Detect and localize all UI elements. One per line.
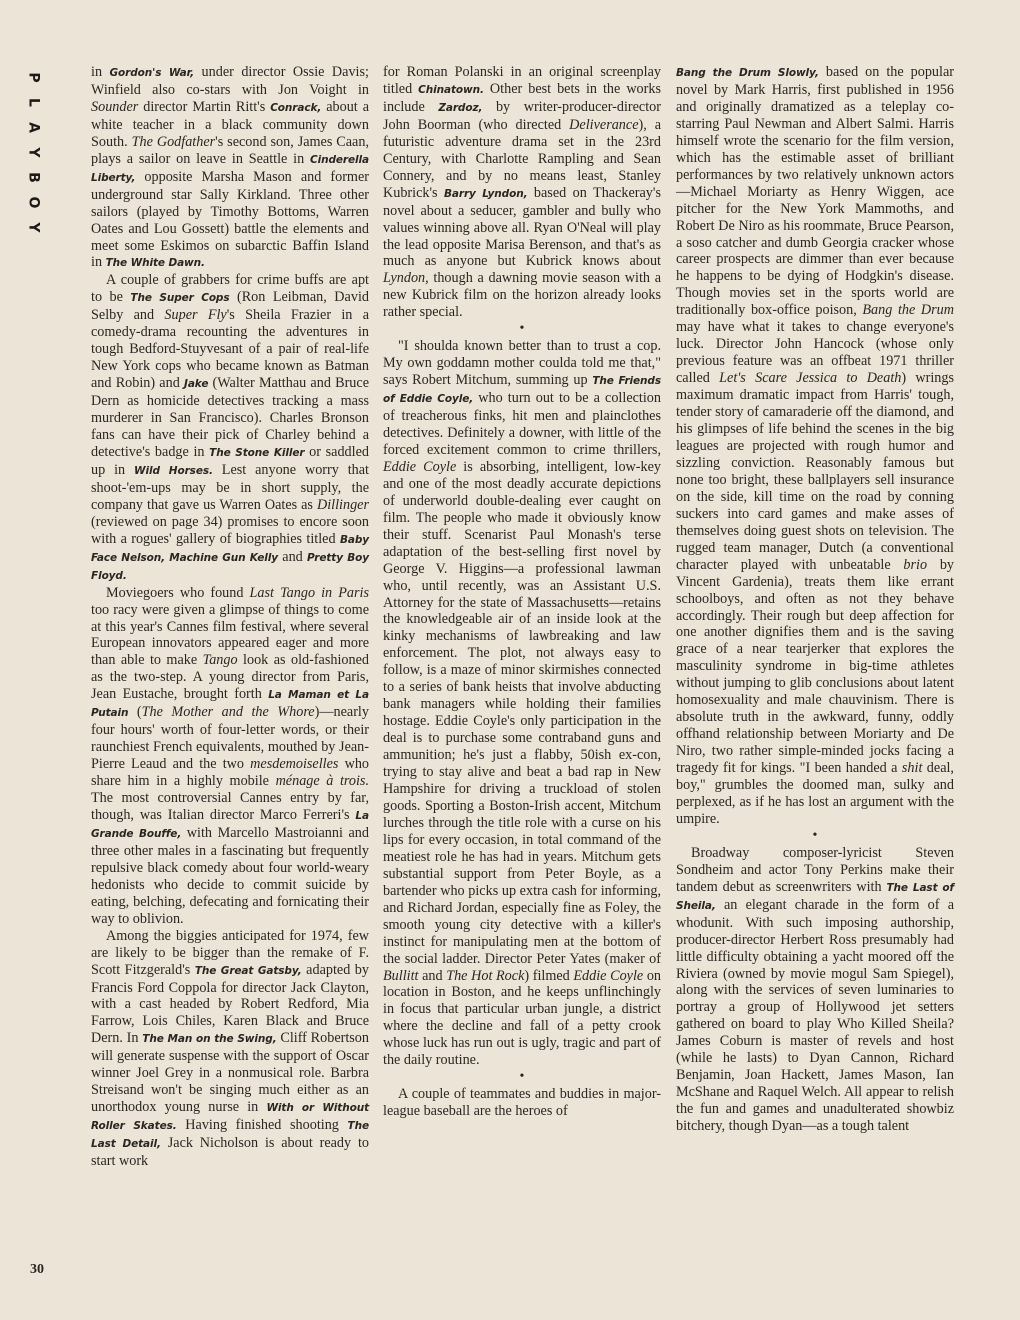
body-text: 's Sheila Frazier in a comedy-drama recounting the adventures in tough Bedford-Stuyvesant of a pair of real-life New York cops who became known as Batman and Robin) and [91, 307, 369, 392]
article-column-2 [383, 64, 661, 1120]
film-title: The Friends of Eddie Coyle, [383, 375, 661, 406]
paragraph [383, 64, 661, 321]
body-text: is absorbing, intelligent, low-key and one of the most deadly accurate depictions of underworld double-dealing ever caught on film. The people who made it obviously know their stuff. Scenarist Paul Monash's terse adaptation of the best-selling first novel by George V. Higgins—a professional lawman who, until recently, was an Assistant U.S. Attorney for the state of Massachusetts—retains the knowledgeable air of an inside look at the kinky mechanisms of lawbreaking and law enforcement. The plot, not always easy to follow, is a maze of minor skirmishes connected to a series of bank heists that involve abducting bank managers while holding their families hostage. Eddie Coyle's only participation in the deal is to purchase some contraband guns and ammunition; he's just a flabby, 50ish ex-con, trying to stay alive and beat a bad rap in New Hampshire for driving a truckload of stolen goods. Sporting a Boston-Irish accent, Mitchum lurches through the title role with a curse on his lips for every occasion, in total command of the meatiest role he has had in years. Mitchum gets substantial support from Peter Boyle, as a bartender who picks up extra cash for informing, and Richard Jordan, especially fine as Foley, the smooth young city detective with a killer's instinct for manipulating men at the bottom of the social ladder. Director Peter Yates (maker of [383, 458, 662, 967]
film-title: Jake [184, 378, 209, 391]
body-text: Other best bets in the works include [383, 80, 661, 115]
body-text: by Vincent Gardenia), treats them like errant schoolboys, and often as not they behave accordingly. Their rough but deep affection for one another dignifies them and is the saving grace of a near tearjerker that explores the masculinity syndrome in big-time athletes without jumping to glib conclusions about latent homosexuality and male chauvinism. There is absolute truth in the awkward, funny, oddly offhand relationship between Moriarty and De Niro, two rather simple-minded jocks facing a tragedy fit for kings. "I been handed a [676, 556, 955, 777]
body-text: under director Ossie Davis; Winfield also co-stars with Jon Voight in [91, 64, 369, 98]
body-text: too racy were given a glimpse of things to come at this year's Cannes film festival, where several European innovators appeared eager and more than able to make [91, 601, 369, 669]
italic-text: Let's Scare Jessica to Death [719, 370, 902, 387]
italic-text: Deliverance [569, 116, 639, 133]
italic-text: brio [903, 556, 928, 573]
film-title: Gordon's War, [109, 67, 195, 79]
body-text: Among the biggies anticipated for 1974, few are likely to be bigger than the remake of F. Scott Fitzgerald's [91, 927, 369, 978]
body-text: and [278, 548, 308, 565]
paragraph [91, 272, 369, 584]
running-head-letter: O [25, 196, 42, 209]
film-title: Pretty Boy Floyd. [91, 551, 369, 582]
paragraph [676, 845, 954, 1135]
body-text: A couple of teammates and buddies in major-league baseball are the heroes of [383, 1086, 661, 1120]
italic-text: Bang the Drum [862, 302, 954, 319]
body-text: an elegant charade in the form of a whodunit. With such imposing authorship, producer-director Herbert Ross presumably had little difficulty obtaining a yacht moored off the Riviera (owned by movie mogul Sam Spiegel), along with the services of seven luminaries to portray a group of Hollywood jet setters gathered on board to play Who Killed Sheila? James Coburn is master of revels and host (while he lasts) to Dyan Cannon, Richard Benjamin, Joan Hackett, James Mason, Ian McShane and Raquel Welch. All appear to relish the fun and games and unadulterated showbiz bitchery, though Dyan—as a tough talent [676, 896, 954, 1135]
body-text: A couple of grabbers for crime buffs are apt to be [91, 272, 369, 306]
body-text: in [91, 64, 110, 80]
article-column-3 [676, 64, 954, 1135]
magazine-running-head [18, 65, 48, 240]
film-title: Baby Face Nelson, Machine Gun Kelly [91, 533, 369, 564]
body-text: ) wrings maximum dramatic impact from Harris' tough, tender story of camaraderie off the diamond, and his glimpses of life behind the scenes in the big leagues are projected with rough humor and sizzling conviction. Reasonably famous but none too bright, these ballplayers sell insurance on the side, kill time on the road by conning suckers into card games and make asses of themselves doing guest shots on television. The rugged team manager, Dutch (a conventional character played with unbeatable [676, 370, 954, 573]
body-text: (Ron Leibman, David Selby and [91, 289, 369, 324]
italic-text: Eddie Coyle [573, 967, 644, 984]
italic-text: Dillinger [316, 496, 369, 513]
paragraph [676, 64, 954, 828]
italic-text: Bullitt [383, 967, 419, 984]
body-text: Jack Nicholson is about ready to start work [91, 1135, 369, 1170]
body-text: by writer-producer-director John Boorman (who directed [383, 98, 661, 133]
film-title: Wild Horses. [134, 464, 213, 477]
film-title: Chinatown. [418, 83, 484, 96]
film-title: La Maman et La Putain [91, 689, 369, 720]
body-text: adapted by Francis Ford Coppola for director Jack Clayton, with a cast headed by Robert Redford, Mia Farrow, Lois Chiles, Karen Black and Bruce Dern. In [91, 961, 369, 1047]
italic-text: Tango [202, 652, 238, 669]
body-text: "I shoulda known better than to trust a cop. My own goddamn mother coulda told me that," says Robert Mitchum, summing up [383, 338, 661, 389]
body-text: and [418, 967, 447, 984]
film-title: The Stone Killer [209, 446, 305, 459]
body-text: for Roman Polanski in an original screenplay titled [383, 64, 661, 97]
body-text: about a white teacher in a black community down South. [91, 98, 369, 150]
body-text: who turn out to be a collection of treacherous finks, hit men and plainclothes detectives. Definitely a downer, with little of the forced excitement common to crime thrillers, [383, 390, 661, 458]
body-text: Moviegoers who found [106, 584, 250, 601]
film-title: Conrack, [270, 101, 322, 114]
section-separator: • [519, 321, 525, 337]
running-head-letter: L [25, 98, 42, 107]
body-text: ), a futuristic adventure drama set in the 23rd Century, with Charlotte Rampling and Sean Connery, and by no means least, Stanley Kubrick's [383, 116, 661, 201]
running-head-letter: B [25, 172, 42, 183]
italic-text: Sounder [91, 98, 139, 115]
body-text: Having finished shooting [176, 1117, 348, 1134]
section-separator: • [519, 1069, 525, 1085]
paragraph [383, 338, 661, 1069]
body-text: (reviewed on page 34) promises to encore soon with a rogues' gallery of biographies titled [91, 513, 369, 547]
body-text: or saddled up in [91, 443, 369, 478]
running-head-letter: P [25, 72, 42, 83]
paragraph [91, 585, 369, 928]
body-text: deal, boy," grumbles the doomed man, sulky and perplexed, as if he has lost an argument with the umpire. [676, 760, 954, 827]
body-text: though a dawning movie season with a new Kubrick film on the horizon already looks rather special. [383, 270, 661, 321]
section-separator: • [812, 827, 818, 843]
running-head-letter: Y [25, 222, 42, 233]
italic-text: The Godfather [131, 133, 216, 150]
body-text: ) filmed [524, 967, 574, 984]
film-title: The Last Detail, [91, 1120, 369, 1151]
italic-text: Last Tango in Paris [249, 584, 369, 601]
film-title: The Super Cops [130, 292, 230, 305]
film-title: The White Dawn. [105, 257, 205, 270]
body-text: 's second son, James Caan, plays a sailor on leave in Seattle in [91, 133, 369, 167]
italic-text: Eddie Coyle [383, 458, 457, 475]
italic-text: Super Fly [164, 307, 227, 324]
italic-text: shit [901, 760, 923, 777]
body-text: based on Thackeray's novel about a seducer, gambler and bully who values winning above all. Ryan O'Neal will play the lead opposite Marisa Berenson, and that's as much as anyone but Kubrick knows about [383, 184, 661, 270]
body-text: (Walter Matthau and Bruce Dern as homicide detectives tracking a mass murderer in San Francisco). Charles Bronson fans can have their pick of Charley behind a detective's badge in [91, 375, 369, 460]
body-text: ( [128, 704, 142, 721]
italic-text: mesdemoiselles [250, 756, 339, 773]
body-text: on location in Boston, and he keeps unflinchingly in focus that particular urban jungle, a district where the decline and fall of a petty crook whose luck has run out is ugly, tragic and part of the daily routine. [383, 967, 662, 1069]
running-head-letter: A [25, 122, 42, 133]
body-text: based on the popular novel by Mark Harris, first published in 1956 and originally dramatized as a teleplay co-starring Paul Newman and Albert Salmi. Harris himself wrote the scenario for the film version, which has the estimable asset of brilliant performances by two relatively unknown actors—Michael Moriarty as Henry Wiggen, ace pitcher for the New York Mammoths, and Robert De Niro as his roommate, Bruce Pearson, a soso catcher and dumb Georgia cracker whose career prospects are dimmer than ever because he happens to be dying of Hodgkin's disease. Though movies set in the sports world are traditionally box-office poison, [676, 64, 954, 319]
article-column-1 [91, 64, 369, 1170]
film-title: Zardoz, [438, 101, 483, 114]
body-text: may have what it takes to change everyone's luck. Director John Hancock (whose only previous feature was an offbeat 1971 thriller called [676, 319, 954, 387]
running-head-letter: Y [25, 147, 42, 158]
page-number: 30 [30, 1262, 44, 1277]
italic-text: The Mother and the Whore [141, 704, 315, 721]
body-text: )—nearly four hours' worth of four-letter words, or their raunchiest French equivalents, mouthed by Jean-Pierre Leaud and the two [91, 704, 369, 773]
paragraph [383, 1086, 661, 1120]
body-text: director Martin Ritt's [138, 98, 271, 115]
film-title: Bang the Drum Slowly, [676, 67, 819, 79]
body-text: Lest anyone worry that shoot-'em-ups may be in short supply, the company that gave us Warren Oates as [91, 461, 369, 513]
paragraph [91, 64, 369, 272]
paragraph [91, 928, 369, 1170]
italic-text: Lyndon, [383, 270, 429, 287]
film-title: The Man on the Swing, [142, 1033, 277, 1046]
body-text: opposite Marsha Mason and former underground star Sally Kirkland. Three other sailors (played by Timothy Bottoms, Warren Oates and Lou Gossett) battle the elements and meet some Eskimos on subarctic Baffin Island in [91, 168, 369, 271]
film-title: The Last of Sheila, [676, 881, 954, 912]
italic-text: The Hot Rock [446, 967, 525, 984]
film-title: With or Without Roller Skates. [91, 1102, 369, 1133]
body-text: who share him in a highly mobile [91, 756, 370, 790]
italic-text: ménage à trois. [275, 773, 370, 790]
film-title: Barry Lyndon, [444, 187, 528, 200]
body-text: The most controversial Cannes entry by far, though, was Italian director Marco Ferreri's [91, 790, 369, 823]
film-title: The Great Gatsby, [194, 964, 302, 977]
body-text: with Marcello Mastroianni and three other males in a fascinating but frequently repulsive black comedy about four world-weary hedonists who decide to commit suicide by eating, belching, defecating and fornicating their way to oblivion. [91, 824, 369, 927]
film-title: Cinderella Liberty, [91, 153, 369, 184]
body-text: Broadway composer-lyricist Steven Sondheim and actor Tony Perkins make their tandem debut as screenwriters with [676, 844, 954, 895]
body-text: Cliff Robertson will generate suspense with the support of Oscar winner Joel Grey in a nonmusical role. Barbra Streisand won't be singing much either as an unorthodox young nurse in [91, 1030, 369, 1116]
film-title: La Grande Bouffe, [91, 809, 369, 840]
body-text: look as old-fashioned as the two-step. A young director from Paris, Jean Eustache, brought forth [91, 652, 369, 703]
